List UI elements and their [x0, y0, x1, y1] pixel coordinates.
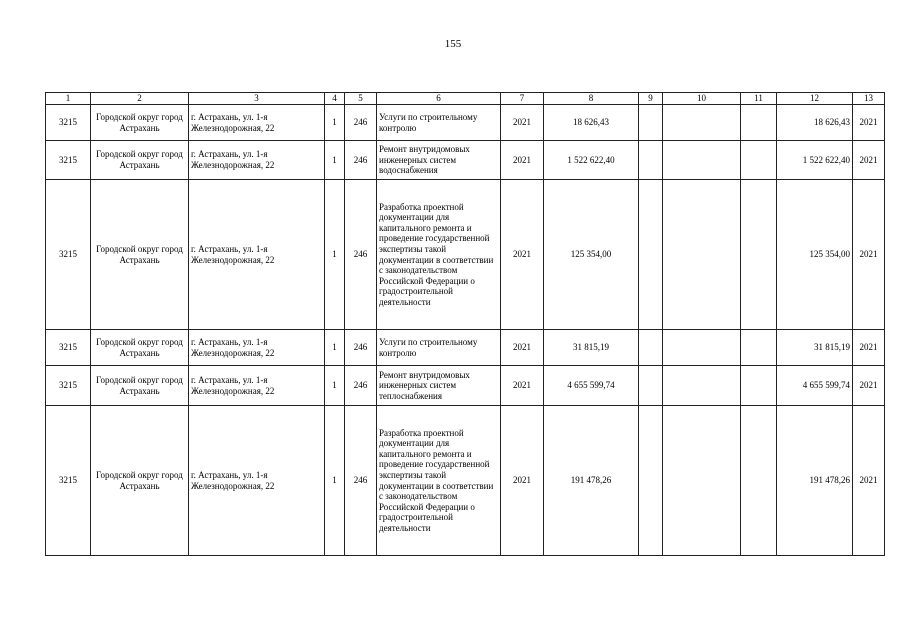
cell-amount: 18 626,43	[544, 105, 639, 141]
cell-total: 1 522 622,40	[777, 141, 853, 180]
cell-address: г. Астрахань, ул. 1-я Железнодорожная, 22	[189, 141, 325, 180]
cell-col4: 1	[325, 330, 345, 366]
column-header: 2	[91, 93, 189, 105]
cell-work-type: Ремонт внутридомовых инженерных систем теплоснабжения	[377, 366, 501, 406]
cell-municipality: Городской округ город Астрахань	[91, 366, 189, 406]
column-header: 9	[639, 93, 663, 105]
cell-year: 2021	[501, 105, 544, 141]
cell-col5: 246	[345, 366, 377, 406]
cell-work-type: Разработка проектной документации для капитального ремонта и проведение государственной экспертизы такой документации в соответствии с законодательством Российской Федерации о градостроительной деятельности	[377, 406, 501, 556]
cell-end-year: 2021	[853, 366, 885, 406]
cell-amount: 1 522 622,40	[544, 141, 639, 180]
cell-amount: 125 354,00	[544, 180, 639, 330]
cell-year: 2021	[501, 141, 544, 180]
cell-year: 2021	[501, 330, 544, 366]
column-header: 8	[544, 93, 639, 105]
cell-col11	[741, 406, 777, 556]
cell-municipality: Городской округ город Астрахань	[91, 105, 189, 141]
table-row	[46, 105, 885, 141]
cell-work-type: Разработка проектной документации для капитального ремонта и проведение государственной экспертизы такой документации в соответствии с законодательством Российской Федерации о градостроительной деятельности	[377, 180, 501, 330]
cell-col9	[639, 330, 663, 366]
cell-work-type: Услуги по строительному контролю	[377, 105, 501, 141]
cell-col4: 1	[325, 105, 345, 141]
cell-work-type: Услуги по строительному контролю	[377, 330, 501, 366]
cell-col11	[741, 366, 777, 406]
cell-total: 18 626,43	[777, 105, 853, 141]
column-header: 6	[377, 93, 501, 105]
cell-year: 2021	[501, 180, 544, 330]
cell-col9	[639, 141, 663, 180]
cell-total: 191 478,26	[777, 406, 853, 556]
cell-col11	[741, 105, 777, 141]
cell-col5: 246	[345, 180, 377, 330]
cell-end-year: 2021	[853, 105, 885, 141]
cell-col5: 246	[345, 406, 377, 556]
cell-municipality: Городской округ город Астрахань	[91, 406, 189, 556]
cell-col9	[639, 406, 663, 556]
cell-amount: 191 478,26	[544, 406, 639, 556]
cell-address: г. Астрахань, ул. 1-я Железнодорожная, 22	[189, 180, 325, 330]
cell-col10	[663, 180, 741, 330]
column-header: 10	[663, 93, 741, 105]
cell-address: г. Астрахань, ул. 1-я Железнодорожная, 22	[189, 330, 325, 366]
cell-col10	[663, 366, 741, 406]
table-row	[46, 406, 885, 556]
cell-col9	[639, 366, 663, 406]
cell-municipality: Городской округ город Астрахань	[91, 330, 189, 366]
cell-col9	[639, 180, 663, 330]
cell-col10	[663, 105, 741, 141]
cell-col9	[639, 105, 663, 141]
cell-total: 31 815,19	[777, 330, 853, 366]
column-header: 11	[741, 93, 777, 105]
cell-col11	[741, 141, 777, 180]
column-header: 1	[46, 93, 91, 105]
cell-address: г. Астрахань, ул. 1-я Железнодорожная, 22	[189, 105, 325, 141]
cell-municipality: Городской округ город Астрахань	[91, 180, 189, 330]
cell-end-year: 2021	[853, 141, 885, 180]
cell-object-code: 3215	[46, 105, 91, 141]
cell-total: 125 354,00	[777, 180, 853, 330]
cell-object-code: 3215	[46, 406, 91, 556]
cell-total: 4 655 599,74	[777, 366, 853, 406]
cell-col5: 246	[345, 330, 377, 366]
cell-municipality: Городской округ город Астрахань	[91, 141, 189, 180]
cell-col10	[663, 330, 741, 366]
column-header: 12	[777, 93, 853, 105]
cell-col10	[663, 141, 741, 180]
cell-col10	[663, 406, 741, 556]
cell-end-year: 2021	[853, 330, 885, 366]
cell-object-code: 3215	[46, 366, 91, 406]
cell-address: г. Астрахань, ул. 1-я Железнодорожная, 22	[189, 366, 325, 406]
table-row	[46, 366, 885, 406]
cell-object-code: 3215	[46, 141, 91, 180]
cell-col11	[741, 180, 777, 330]
table-row	[46, 141, 885, 180]
table-header-row	[46, 93, 885, 105]
cell-end-year: 2021	[853, 180, 885, 330]
cell-amount: 4 655 599,74	[544, 366, 639, 406]
cell-address: г. Астрахань, ул. 1-я Железнодорожная, 22	[189, 406, 325, 556]
cell-object-code: 3215	[46, 180, 91, 330]
cell-col5: 246	[345, 105, 377, 141]
cell-year: 2021	[501, 366, 544, 406]
cell-col4: 1	[325, 406, 345, 556]
cell-col5: 246	[345, 141, 377, 180]
cell-end-year: 2021	[853, 406, 885, 556]
column-header: 3	[189, 93, 325, 105]
cell-year: 2021	[501, 406, 544, 556]
column-header: 7	[501, 93, 544, 105]
cell-col4: 1	[325, 366, 345, 406]
column-header: 5	[345, 93, 377, 105]
table-row	[46, 180, 885, 330]
cell-col4: 1	[325, 180, 345, 330]
cell-object-code: 3215	[46, 330, 91, 366]
cell-work-type: Ремонт внутридомовых инженерных систем водоснабжения	[377, 141, 501, 180]
cell-amount: 31 815,19	[544, 330, 639, 366]
page-number: 155	[444, 38, 462, 50]
cell-col11	[741, 330, 777, 366]
table-row	[46, 330, 885, 366]
column-header: 4	[325, 93, 345, 105]
data-table	[45, 92, 885, 556]
column-header: 13	[853, 93, 885, 105]
cell-col4: 1	[325, 141, 345, 180]
